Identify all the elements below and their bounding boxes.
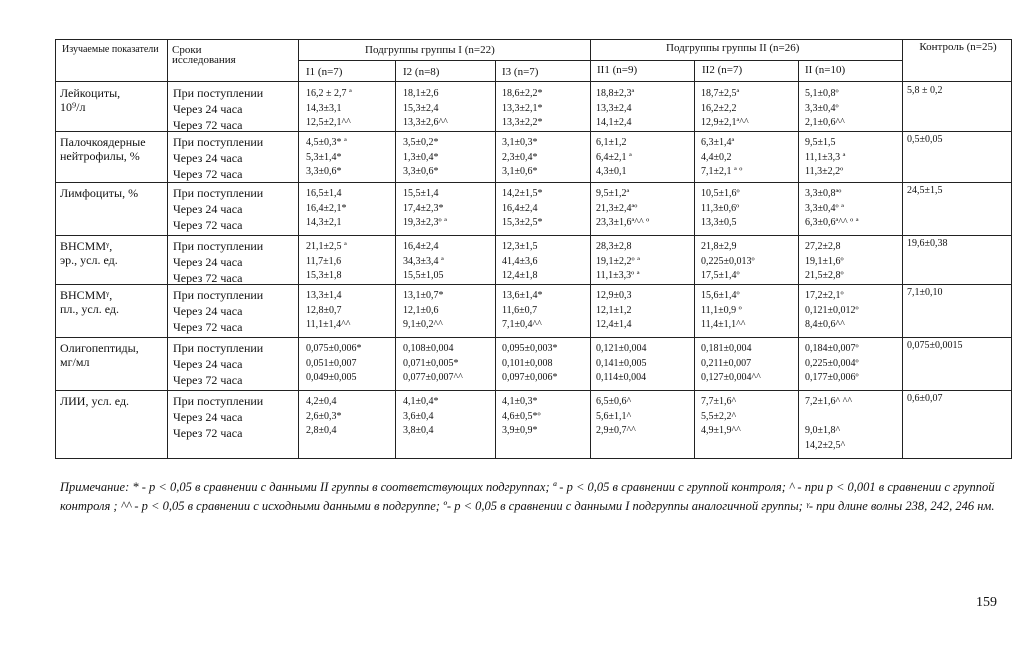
control-value: 0,6±0,07 [907,393,943,404]
table-cell: 13,6±1,4* 11,6±0,7 7,1±0,4^^ [502,290,543,330]
table-cell: 28,3±2,8 19,1±2,2º ª 11,1±3,3º ª [596,241,640,281]
header-control: Контроль (n=25) [919,41,997,53]
table-cell: 13,3±1,4 12,8±0,7 11,1±1,4^^ [306,290,351,330]
table-cell: 16,4±2,4 34,3±3,4 ª 15,5±1,05 [403,241,444,281]
table-divider [298,39,299,459]
table-cell: 9,5±1,2ª 21,3±2,4ªº 23,3±1,6ª^^ º [596,188,650,228]
table-cell: 17,2±2,1º 0,121±0,012º 8,4±0,6^^ [805,290,859,330]
table-cell: 5,1±0,8º 3,3±0,4º 2,1±0,6^^ [805,88,845,128]
row-parameter: Лейкоциты, 10⁹/л [60,86,121,114]
table-cell: 16,5±1,4 16,4±2,1* 14,3±2,1 [306,188,347,228]
table-cell: 4,1±0,3* 4,6±0,5*º 3,9±0,9* [502,396,541,436]
table-cell: 3,3±0,8ªº 3,3±0,4º ª 6,3±0,6ª^^ º ª [805,188,859,228]
table-cell: 4,5±0,3* ª 5,3±1,4* 3,3±0,6* [306,137,347,177]
subgroup-label: I1 (n=7) [306,66,343,78]
table-cell: 3,5±0,2* 1,3±0,4* 3,3±0,6* [403,137,439,177]
table-cell: 4,1±0,4* 3,6±0,4 3,8±0,4 [403,396,439,436]
table-cell: 10,5±1,6º 11,3±0,6º 13,3±0,5 [701,188,740,228]
table-divider [495,60,496,459]
table-cell: 6,1±1,2 6,4±2,1 ª 4,3±0,1 [596,137,632,177]
row-time-points: При поступлении Через 24 часа Через 72 часа [173,341,264,387]
table-divider [55,337,1012,338]
table-cell: 18,1±2,6 15,3±2,4 13,3±2,6^^ [403,88,448,128]
table-cell: 3,1±0,3* 2,3±0,4* 3,1±0,6* [502,137,538,177]
table-divider [395,60,396,459]
header-time: Сроки исследования [172,44,236,66]
row-parameter: ВНСММᵞ, пл., усл. ед. [60,288,119,316]
table-cell: 27,2±2,8 19,1±1,6º 21,5±2,8º [805,241,844,281]
table-divider [298,60,902,61]
table-cell: 18,8±2,3ª 13,3±2,4 14,1±2,4 [596,88,635,128]
table-divider [167,39,168,459]
table-divider [55,182,1012,183]
table-cell: 0,075±0,006* 0,051±0,007 0,049±0,005 [306,343,362,383]
control-value: 0,5±0,05 [907,134,943,145]
table-cell: 7,2±1,6^ ^^ 9,0±1,8^ 14,2±2,5^ [805,396,853,451]
table-cell: 15,5±1,4 17,4±2,3* 19,3±2,3º ª [403,188,447,228]
table-cell: 0,095±0,003* 0,101±0,008 0,097±0,006* [502,343,558,383]
header-group-2: Подгруппы группы II (n=26) [666,42,800,54]
control-value: 24,5±1,5 [907,185,943,196]
row-time-points: При поступлении Через 24 часа Через 72 часа [173,288,264,334]
table-cell: 21,1±2,5 ª 11,7±1,6 15,3±1,8 [306,241,347,281]
table-cell: 18,7±2,5ª 16,2±2,2 12,9±2,1ª^^ [701,88,749,128]
table-cell: 15,6±1,4º 11,1±0,9 º 11,4±1,1^^ [701,290,746,330]
subgroup-label: II1 (n=9) [597,64,638,76]
table-cell: 4,2±0,4 2,6±0,3* 2,8±0,4 [306,396,342,436]
row-parameter: ЛИИ, усл. ед. [60,394,130,408]
table-cell: 12,9±0,3 12,1±1,2 12,4±1,4 [596,290,632,330]
table-cell: 0,184±0,007º 0,225±0,004º 0,177±0,006º [805,343,859,383]
table-cell: 12,3±1,5 41,4±3,6 12,4±1,8 [502,241,538,281]
table-divider [55,235,1012,236]
row-parameter: ВНСММᵞ, эр., усл. ед. [60,239,118,267]
table-cell: 6,5±0,6^ 5,6±1,1^ 2,9±0,7^^ [596,396,636,436]
table-cell: 6,3±1,4ª 4,4±0,2 7,1±2,1 ª º [701,137,743,177]
row-time-points: При поступлении Через 24 часа Через 72 часа [173,239,264,285]
header-group-1: Подгруппы группы I (n=22) [365,44,495,56]
table-cell: 18,6±2,2* 13,3±2,1* 13,3±2,2* [502,88,543,128]
row-time-points: При поступлении Через 24 часа Через 72 часа [173,135,264,181]
table-divider [55,81,1012,82]
subgroup-label: I3 (n=7) [502,66,539,78]
row-time-points: При поступлении Через 24 часа Через 72 часа [173,86,264,132]
table-divider [902,39,903,459]
table-cell: 0,121±0,004 0,141±0,005 0,114±0,004 [596,343,647,383]
control-value: 7,1±0,10 [907,287,943,298]
table-cell: 0,181±0,004 0,211±0,007 0,127±0,004^^ [701,343,761,383]
table-cell: 0,108±0,004 0,071±0,005* 0,077±0,007^^ [403,343,463,383]
row-parameter: Палочкоядерные нейтрофилы, % [60,135,146,163]
control-value: 0,075±0,0015 [907,340,963,351]
row-parameter: Лимфоциты, % [60,186,139,200]
table-cell: 13,1±0,7* 12,1±0,6 9,1±0,2^^ [403,290,444,330]
table-cell: 16,2 ± 2,7 ª 14,3±3,1 12,5±2,1^^ [306,88,352,128]
table-divider [590,39,591,459]
table-divider [798,60,799,459]
table-cell: 7,7±1,6^ 5,5±2,2^ 4,9±1,9^^ [701,396,741,436]
subgroup-label: II2 (n=7) [702,64,743,76]
header-parameter: Изучаемые показатели [62,44,159,55]
table-cell: 21,8±2,9 0,225±0,013º 17,5±1,4º [701,241,755,281]
table-divider [55,390,1012,391]
page-number: 159 [976,595,997,610]
row-time-points: При поступлении Через 24 часа Через 72 часа [173,186,264,232]
table-divider [694,60,695,459]
subgroup-label: II (n=10) [805,64,846,76]
subgroup-label: I2 (n=8) [403,66,440,78]
row-time-points: При поступлении Через 24 часа Через 72 часа [173,394,264,440]
table-footnote: Примечание: * - р < 0,05 в сравнении с данными II группы в соответствующих подгруппах; ª - р < 0,05 в сравнении с группой контроля; ^ - при р < 0,001 в сравнении с группой контроля ; ^^ - р < 0,05 в сравнении с исходными данными в подгруппе; º- р < 0,05 в сравнении с данными I подгруппы аналогичной группы; ᵞ- при длине волны 238, 242, 246 нм. [60,480,995,513]
table-cell: 14,2±1,5* 16,4±2,4 15,3±2,5* [502,188,543,228]
table-cell: 9,5±1,5 11,1±3,3 ª 11,3±2,2º [805,137,846,177]
control-value: 19,6±0,38 [907,238,948,249]
row-parameter: Олигопептиды, мг/мл [60,341,139,369]
control-value: 5,8 ± 0,2 [907,85,943,96]
